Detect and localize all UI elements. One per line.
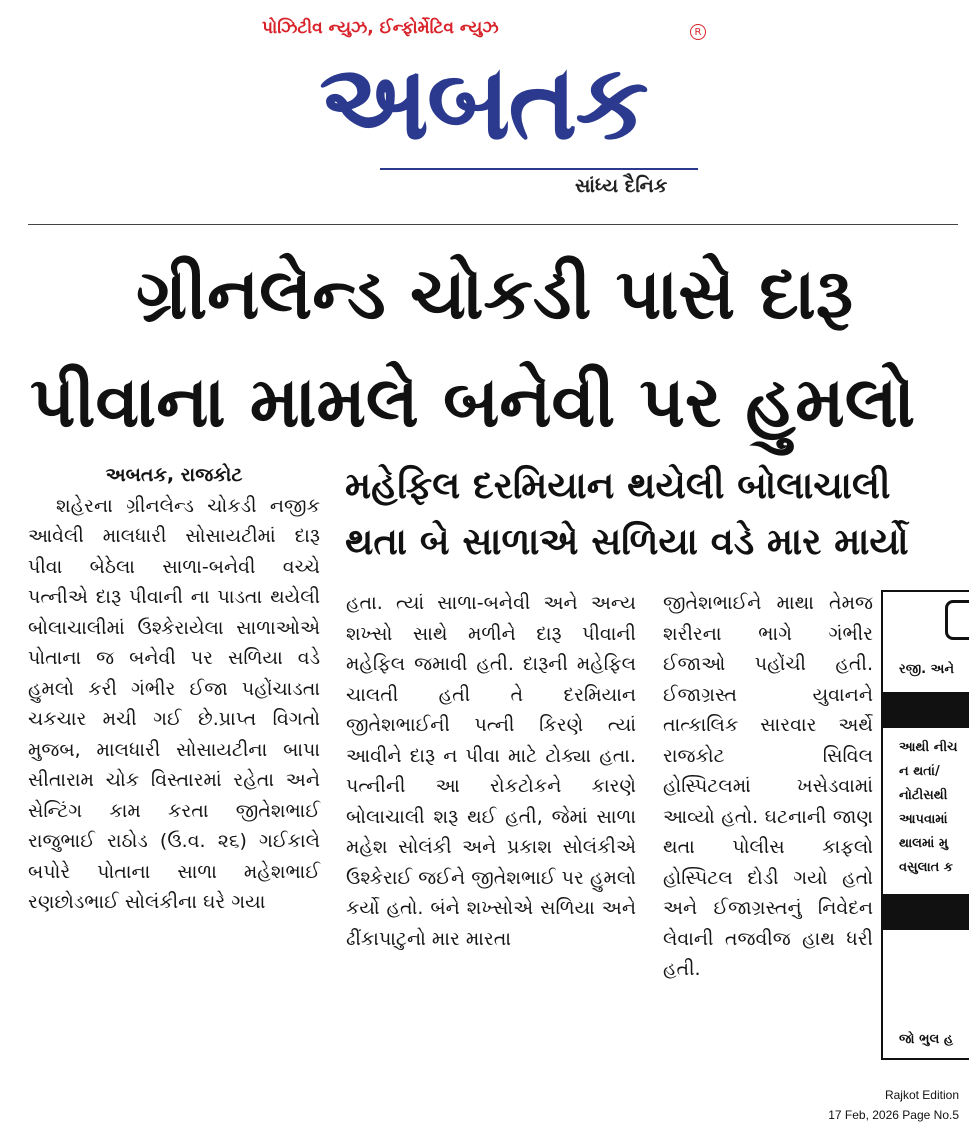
headline: [20, 240, 969, 456]
notice-line: નોટીસથી: [899, 788, 948, 803]
notice-line: થાલમાં મુ: [899, 836, 949, 851]
headline-line-1: ગ્રીનલેન્ડ ચોકડી પાસે દારૂ: [136, 253, 853, 335]
article-column-3-text: જીતેશભાઈને માથા તેમજ શરીરના ભાગે ગંભીર ઈજાઓ પહોંચી હતી. ઈજાગ્રસ્ત યુવાનને તાત્કાલિક સારવાર અર્થે રાજકોટ સિવિલ હોસ્પિટલમાં ખસેડવામાં આવ્યો હતો. ઘટનાની જાણ થતા પોલીસ કાફલો હોસ્પિટલ દોડી ગયો હતો અને ઈજાગ્રસ્તનું નિવેદન લેવાની તજવીજ હાથ ધરી હતી.: [663, 592, 873, 980]
masthead-divider: [28, 224, 958, 225]
footer-edition: Rajkot Edition: [884, 1088, 959, 1102]
notice-box: [881, 590, 969, 1060]
logo-underline: [380, 168, 698, 170]
masthead: [0, 0, 969, 225]
article-column-1: [28, 460, 320, 918]
newspaper-logo: અબતક: [319, 41, 647, 163]
notice-line: આપવામાં: [899, 812, 948, 827]
subheadline-line-1: મહેફિલ દરમિયાન થયેલી બોલાચાલી: [345, 464, 891, 507]
article-column-3: [663, 588, 873, 985]
notice-line: જો ભુલ હ: [899, 1032, 954, 1047]
notice-line: રજી. અને: [899, 662, 955, 677]
notice-bar: [883, 894, 969, 930]
article-column-1-text: શહેરના ગ્રીનલેન્ડ ચોકડી નજીક આવેલી માલધારી સોસાયટીમાં દારૂ પીવા બેઠેલા સાળા-બનેવી વચ્ચે પત્નીએ દારૂ પીવાની ના પાડતા થયેલી બોલાચાલીમાં ઉશ્કેરાયેલા સાળાઓએ પોતાના જ બનેવી પર સળિયા વડે હુમલો કરી ગંભીર ઈજા પહોંચાડતા ચકચાર મચી ગઈ છે.પ્રાપ્ત વિગતો મુજબ, માલધારી સોસાયટીના બાપા સીતારામ ચોક વિસ્તારમાં રહેતા અને સેન્ટિંગ કામ કરતા જીતેશભાઈ રાજુભાઈ રાઠોડ (ઉ.વ. ૨૬) ગઈકાલે બપોરે પોતાના સાળા મહેશભાઈ રણછોડભાઈ સોલંકીના ઘરે ગયા: [28, 494, 320, 913]
headline-line-2: પીવાના મામલે બનેવી પર હુમલો: [30, 361, 916, 443]
masthead-subtitle: સાંધ્ય દૈનિક: [575, 175, 668, 197]
article-column-2-text: હતા. ત્યાં સાળા-બનેવી અને અન્ય શખ્સો સાથે મળીને દારૂ પીવાની મહેફિલ જમાવી હતી. દારૂની મહેફિલ ચાલતી હતી તે દરમિયાન જીતેશભાઈની પત્ની કિરણે ત્યાં આવીને દારૂ ન પીવા માટે ટોક્યા હતા. પત્નીની આ રોકટોકને કારણે બોલાચાલી શરૂ થઈ હતી, જેમાં સાળા મહેશ સોલંકી અને પ્રકાશ સોલંકીએ ઉશ્કેરાઈ જઈને જીતેશભાઈ પર હુમલો કર્યો હતો. બંને શખ્સોએ સળિયા અને ઢીંકાપાટુનો માર મારતા: [346, 592, 636, 950]
notice-line: વસુલાત ક: [899, 860, 953, 875]
article-byline: અબતક, રાજકોટ: [105, 464, 243, 486]
footer-date-page: 17 Feb, 2026 Page No.5: [828, 1108, 959, 1122]
registered-mark-icon: R: [690, 24, 706, 40]
subheadline: [345, 458, 969, 570]
subheadline-line-2: થતા બે સાળાએ સળિયા વડે માર માર્યો: [345, 520, 909, 563]
article-column-2: [346, 588, 636, 954]
notice-bar: [883, 692, 969, 728]
notice-line: આથી નીચ: [899, 740, 958, 755]
notice-line: ન થતાં/: [899, 764, 940, 779]
notice-emblem-icon: [945, 600, 969, 640]
masthead-tagline: પોઝિટીવ ન્યુઝ, ઈન્ફોર્મેટિવ ન્યુઝ: [262, 18, 499, 38]
